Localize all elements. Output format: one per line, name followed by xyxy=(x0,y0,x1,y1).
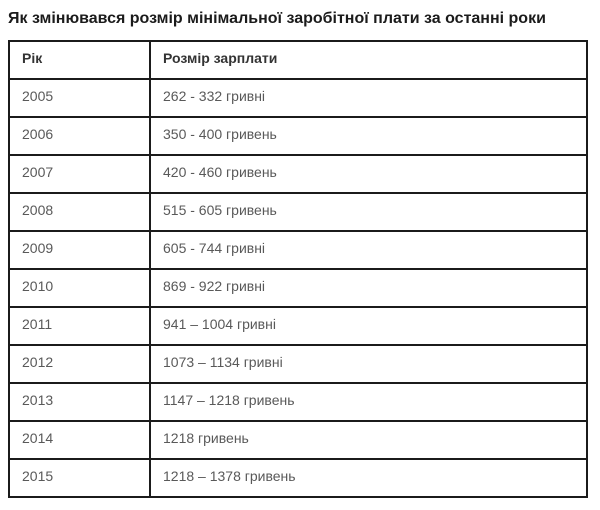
salary-cell: 1218 гривень xyxy=(150,421,587,459)
year-cell: 2015 xyxy=(9,459,150,497)
page-title: Як змінювався розмір мінімальної заробітної плати за останні роки xyxy=(8,10,546,27)
year-cell: 2013 xyxy=(9,383,150,421)
column-header-salary: Розмір зарплати xyxy=(150,41,587,79)
column-header-year: Рік xyxy=(9,41,150,79)
table-row xyxy=(9,193,587,231)
year-cell: 2014 xyxy=(9,421,150,459)
table-row xyxy=(9,117,587,155)
salary-cell: 941 – 1004 гривні xyxy=(150,307,587,345)
year-cell: 2009 xyxy=(9,231,150,269)
table-row xyxy=(9,383,587,421)
table-row xyxy=(9,231,587,269)
year-cell: 2010 xyxy=(9,269,150,307)
table-row xyxy=(9,421,587,459)
table-body xyxy=(9,79,587,497)
salary-cell: 1073 – 1134 гривні xyxy=(150,345,587,383)
salary-cell: 420 - 460 гривень xyxy=(150,155,587,193)
table-header-row xyxy=(9,41,587,79)
salary-cell: 1218 – 1378 гривень xyxy=(150,459,587,497)
year-cell: 2006 xyxy=(9,117,150,155)
table-row xyxy=(9,345,587,383)
salary-cell: 350 - 400 гривень xyxy=(150,117,587,155)
salary-cell: 262 - 332 гривні xyxy=(150,79,587,117)
table-row xyxy=(9,79,587,117)
year-cell: 2011 xyxy=(9,307,150,345)
table-row xyxy=(9,307,587,345)
table-row xyxy=(9,269,587,307)
minimum-wage-table xyxy=(8,40,588,498)
year-cell: 2005 xyxy=(9,79,150,117)
year-cell: 2012 xyxy=(9,345,150,383)
year-cell: 2008 xyxy=(9,193,150,231)
salary-cell: 1147 – 1218 гривень xyxy=(150,383,587,421)
table-row xyxy=(9,459,587,497)
salary-cell: 515 - 605 гривень xyxy=(150,193,587,231)
table-row xyxy=(9,155,587,193)
salary-cell: 605 - 744 гривні xyxy=(150,231,587,269)
year-cell: 2007 xyxy=(9,155,150,193)
salary-cell: 869 - 922 гривні xyxy=(150,269,587,307)
